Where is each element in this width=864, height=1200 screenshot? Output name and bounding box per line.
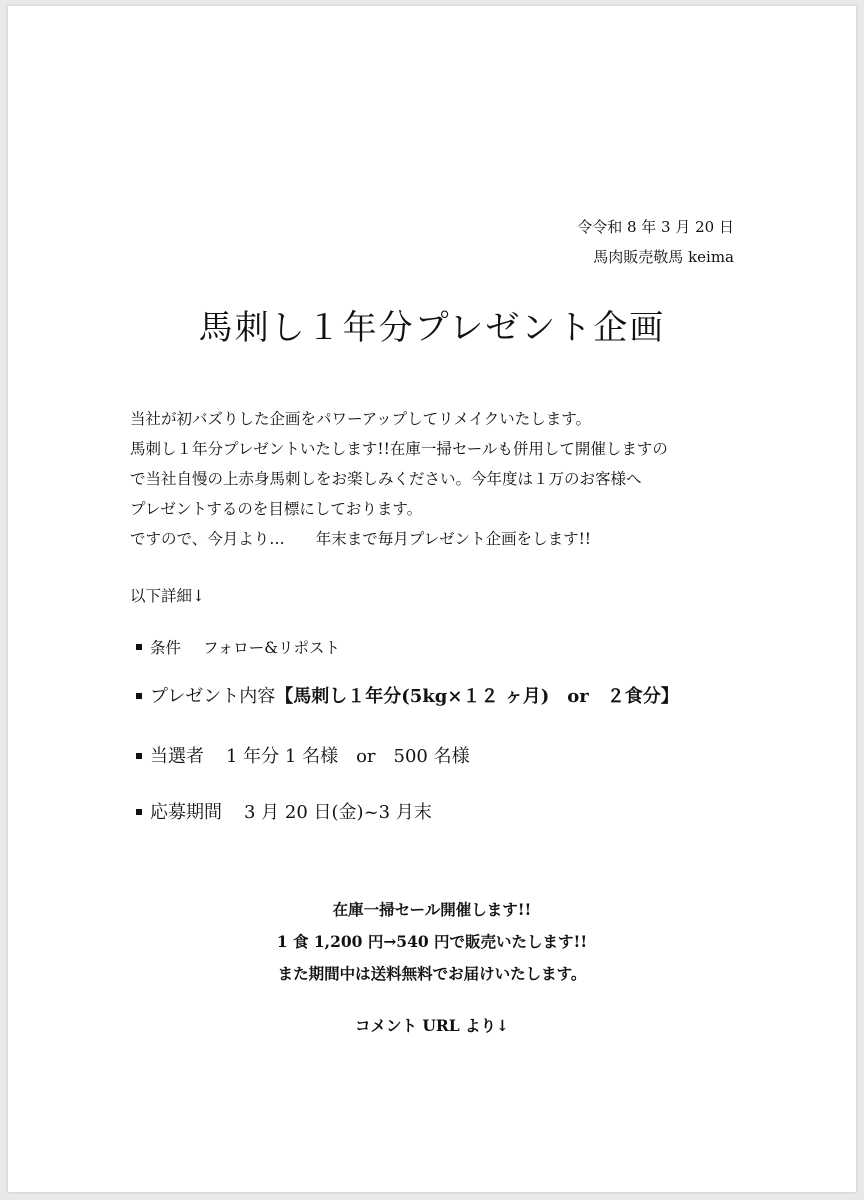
intro-line: ですので、今月より… 年末まで毎月プレゼント企画をします!! bbox=[130, 530, 592, 548]
intro-line: プレゼントするのを目標にしております。 bbox=[130, 500, 423, 518]
period-item bbox=[136, 798, 432, 824]
sale-line: また期間中は送料無料でお届けいたします。 bbox=[277, 964, 587, 983]
details-heading: 以下詳細↓ bbox=[130, 587, 205, 605]
comment-note: コメント URL より↓ bbox=[354, 1016, 510, 1035]
intro-line: 当社が初バズりした企画をパワーアップしてリメイクいたします。 bbox=[130, 410, 591, 428]
intro-line: 馬刺し１年分プレゼントいたします!!在庫一掃セールも併用して開催しますの bbox=[130, 440, 668, 458]
document-header bbox=[577, 212, 734, 272]
document-author: 馬肉販売敬馬 keima bbox=[593, 248, 734, 266]
winners-item bbox=[136, 742, 470, 768]
document-title: 馬刺し１年分プレゼント企画 bbox=[198, 308, 666, 348]
winners-label: 当選者 bbox=[150, 746, 204, 767]
prize-item bbox=[136, 682, 679, 708]
sale-line: 1 食 1,200 円→540 円で販売いたします!! bbox=[276, 932, 588, 951]
condition-label: 条件 bbox=[150, 639, 182, 657]
winners-value: 1 年分 1 名様 or 500 名様 bbox=[226, 746, 470, 767]
bullet-icon bbox=[136, 693, 142, 699]
document-date: 令令和 8 年 3 月 20 日 bbox=[577, 218, 734, 236]
prize-value: 【馬刺し１年分(5kg×１２ ヶ月) or ２食分】 bbox=[275, 686, 679, 707]
bullet-icon bbox=[136, 644, 142, 650]
condition-item bbox=[136, 636, 340, 658]
intro-paragraph bbox=[130, 404, 750, 554]
sale-line: 在庫一掃セール開催します!! bbox=[332, 900, 532, 919]
period-value: 3 月 20 日(金)~3 月末 bbox=[244, 802, 432, 823]
bullet-icon bbox=[136, 809, 142, 815]
period-label: 応募期間 bbox=[150, 802, 222, 823]
sale-announcement bbox=[8, 894, 856, 990]
intro-line: で当社自慢の上赤身馬刺しをお楽しみください。今年度は１万のお客様へ bbox=[130, 470, 642, 488]
condition-value: フォロー&リポスト bbox=[203, 639, 341, 657]
bullet-icon bbox=[136, 753, 142, 759]
prize-label: プレゼント内容 bbox=[150, 686, 276, 707]
document-page bbox=[8, 6, 856, 1192]
